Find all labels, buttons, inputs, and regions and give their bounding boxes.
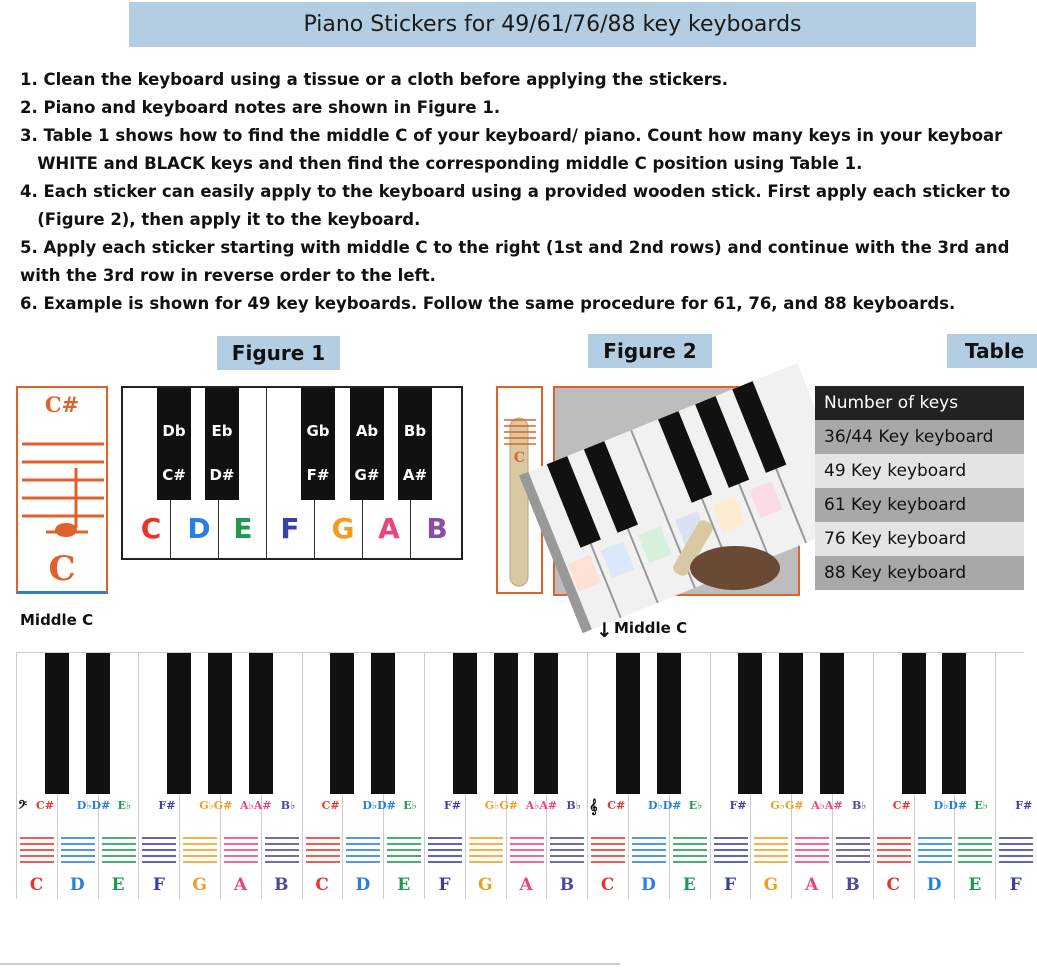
staff-line — [224, 837, 258, 839]
black-key — [205, 388, 239, 500]
flat-label: Eb — [211, 422, 233, 440]
note-label: F — [1009, 875, 1022, 895]
staff-line — [958, 861, 992, 863]
accidental-label: A♭A# — [811, 799, 843, 812]
figure1-label: Figure 1 — [217, 336, 340, 370]
staff-line — [632, 861, 666, 863]
staff-line — [510, 843, 544, 845]
staff-line — [918, 855, 952, 857]
sticker-example — [16, 386, 108, 594]
staff-line — [142, 837, 176, 839]
table-row: 49 Key keyboard — [815, 454, 1024, 488]
staff-line — [224, 843, 258, 845]
staff-line — [632, 849, 666, 851]
staff-line — [673, 855, 707, 857]
table-label: Table — [947, 334, 1037, 368]
black-key — [779, 653, 803, 794]
note-label: A — [378, 512, 400, 545]
staff-line — [714, 855, 748, 857]
staff-line — [387, 837, 421, 839]
note-label: A — [233, 875, 248, 895]
staff-line — [754, 855, 788, 857]
staff-line — [836, 855, 870, 857]
staff-line — [591, 843, 625, 845]
staff-line — [591, 849, 625, 851]
instruction-line: 6. Example is shown for 49 key keyboards. Follow the same procedure for 61, 76, and 88 keyboards. — [20, 294, 956, 313]
staff-line — [999, 843, 1033, 845]
accidental-label: E♭ — [974, 799, 988, 812]
accidental-label: F# — [729, 799, 747, 812]
staff-line — [673, 843, 707, 845]
staff-line — [387, 855, 421, 857]
staff-line — [102, 861, 136, 863]
staff-line — [836, 849, 870, 851]
accidental-label: D♭D# — [648, 799, 682, 812]
staff-line — [183, 861, 217, 863]
staff-line — [999, 837, 1033, 839]
staff-line — [306, 843, 340, 845]
staff-line — [265, 843, 299, 845]
black-key — [820, 653, 844, 794]
sticker-staff-graphic — [18, 428, 106, 548]
staff-line — [428, 843, 462, 845]
staff-line — [20, 861, 54, 863]
staff-line — [877, 849, 911, 851]
accidental-label: G♭G# — [770, 799, 804, 812]
figure1-keyboard — [121, 386, 463, 560]
staff-line — [428, 837, 462, 839]
staff-line — [632, 837, 666, 839]
sharp-label: A# — [402, 466, 428, 484]
note-label: G — [763, 875, 779, 895]
staff-line — [346, 855, 380, 857]
note-label: C — [29, 875, 44, 895]
divider — [0, 963, 620, 965]
staff-line — [346, 843, 380, 845]
staff-line — [510, 861, 544, 863]
sharp-label: F# — [306, 466, 330, 484]
staff-line — [795, 849, 829, 851]
note-label: G — [192, 875, 207, 895]
staff-line — [102, 849, 136, 851]
staff-line — [102, 837, 136, 839]
staff-line — [632, 843, 666, 845]
staff-line — [958, 837, 992, 839]
staff-line — [714, 843, 748, 845]
staff-line — [224, 855, 258, 857]
staff-line — [795, 843, 829, 845]
accidental-label: E♭ — [117, 799, 132, 812]
staff-line — [183, 837, 217, 839]
black-key — [902, 653, 926, 794]
flat-label: Gb — [306, 422, 330, 440]
staff-line — [958, 843, 992, 845]
staff-line — [754, 843, 788, 845]
staff-line — [999, 861, 1033, 863]
staff-line — [102, 843, 136, 845]
staff-line — [877, 843, 911, 845]
staff-line — [714, 861, 748, 863]
staff-line — [265, 837, 299, 839]
staff-line — [510, 849, 544, 851]
staff-line — [632, 855, 666, 857]
staff-line — [877, 837, 911, 839]
note-label: C — [315, 875, 329, 895]
title-banner — [129, 2, 976, 47]
staff-line — [142, 861, 176, 863]
instruction-line: (Figure 2), then apply it to the keyboard. — [20, 210, 421, 229]
accidental-label: C# — [36, 799, 54, 812]
accidental-label: F# — [1015, 799, 1033, 812]
note-label: D — [187, 512, 211, 545]
note-label: E — [968, 875, 982, 895]
accidental-label: B♭ — [280, 799, 296, 812]
black-key — [45, 653, 69, 794]
staff-line — [918, 849, 952, 851]
note-label: G — [331, 512, 355, 545]
accidental-label: G♭G# — [199, 799, 233, 812]
black-key — [371, 653, 395, 794]
figure2-label: Figure 2 — [588, 334, 712, 368]
black-key — [157, 388, 191, 500]
table-header: Number of keys — [815, 386, 1024, 420]
accidental-label: F# — [444, 799, 462, 812]
sharp-label: G# — [354, 466, 380, 484]
staff-line — [550, 861, 584, 863]
black-key — [301, 388, 335, 500]
note-label: E — [397, 875, 411, 895]
accidental-label: C# — [892, 799, 911, 812]
staff-line — [469, 861, 503, 863]
note-label: A — [519, 875, 533, 895]
instruction-line: WHITE and BLACK keys and then find the corresponding middle C position using Table 1. — [20, 154, 863, 173]
staff-line — [265, 861, 299, 863]
note-label: D — [69, 875, 85, 895]
black-key — [738, 653, 762, 794]
staff-line — [469, 843, 503, 845]
bass-clef-icon: 𝄢 — [18, 799, 28, 815]
instructions-list — [20, 66, 1030, 318]
staff-line — [183, 849, 217, 851]
staff-line — [183, 855, 217, 857]
staff-line — [550, 837, 584, 839]
staff-line — [754, 861, 788, 863]
sticker-top-note: C# — [44, 392, 80, 417]
black-key — [616, 653, 640, 794]
staff-line — [469, 855, 503, 857]
staff-line — [877, 855, 911, 857]
accidental-label: F# — [158, 799, 176, 812]
note-label: F — [280, 512, 300, 545]
sharp-label: D# — [209, 466, 235, 484]
staff-line — [836, 843, 870, 845]
staff-line — [61, 837, 95, 839]
staff-line — [20, 855, 54, 857]
instruction-line: with the 3rd row in reverse order to the left. — [20, 266, 436, 285]
staff-line — [836, 861, 870, 863]
staff-line — [591, 861, 625, 863]
staff-line — [224, 849, 258, 851]
staff-line — [20, 837, 54, 839]
black-key — [494, 653, 518, 794]
staff-line — [61, 855, 95, 857]
keyboard-photo-graphic — [555, 388, 798, 594]
staff-line — [958, 855, 992, 857]
staff-line — [795, 861, 829, 863]
table-row: 61 Key keyboard — [815, 488, 1024, 522]
accidental-label: A♭A# — [525, 799, 558, 812]
staff-line — [999, 849, 1033, 851]
note-label: F — [438, 875, 451, 895]
staff-line — [550, 843, 584, 845]
flat-label: Db — [162, 422, 186, 440]
staff-line — [61, 861, 95, 863]
staff-line — [714, 849, 748, 851]
application-photo — [553, 386, 800, 596]
accidental-label: E♭ — [688, 799, 703, 812]
staff-line — [673, 849, 707, 851]
staff-line — [142, 849, 176, 851]
note-label: F — [724, 875, 737, 895]
black-key — [350, 388, 384, 500]
staff-line — [265, 855, 299, 857]
accidental-label: G♭G# — [484, 799, 518, 812]
page-title: Piano Stickers for 49/61/76/88 key keyboards — [303, 12, 802, 37]
note-label: E — [682, 875, 696, 895]
staff-line — [346, 837, 380, 839]
staff-line — [306, 855, 340, 857]
staff-line — [795, 855, 829, 857]
staff-line — [265, 849, 299, 851]
staff-line — [754, 837, 788, 839]
accidental-label: C# — [607, 799, 626, 812]
staff-line — [61, 849, 95, 851]
black-key — [398, 388, 432, 500]
staff-line — [918, 861, 952, 863]
note-label: E — [233, 512, 253, 545]
black-key — [534, 653, 558, 794]
staff-line — [20, 849, 54, 851]
accidental-label: A♭A# — [240, 799, 272, 812]
middle-c-label-right: Middle C — [614, 619, 688, 637]
staff-line — [20, 843, 54, 845]
white-key — [995, 653, 1035, 899]
middle-c-arrow: ↓ — [596, 618, 613, 642]
staff-line — [550, 849, 584, 851]
stick-note: C — [513, 450, 526, 466]
table-row: 36/44 Key keyboard — [815, 420, 1024, 454]
staff-line — [754, 849, 788, 851]
table-row: 76 Key keyboard — [815, 522, 1024, 556]
note-label: B — [274, 875, 289, 895]
accidental-label: B♭ — [566, 799, 581, 812]
staff-line — [958, 849, 992, 851]
black-key — [453, 653, 477, 794]
staff-line — [836, 837, 870, 839]
staff-line — [61, 843, 95, 845]
accidental-label: D♭D# — [362, 799, 396, 812]
note-label: C — [886, 875, 901, 895]
black-key — [942, 653, 966, 794]
note-label: F — [152, 875, 165, 895]
note-label: C — [600, 875, 615, 895]
staff-line — [714, 837, 748, 839]
note-label: D — [355, 875, 371, 895]
staff-line — [591, 855, 625, 857]
staff-line — [387, 861, 421, 863]
black-key — [167, 653, 191, 794]
staff-line — [306, 849, 340, 851]
staff-line — [346, 849, 380, 851]
accidental-label: B♭ — [852, 799, 867, 812]
staff-line — [591, 837, 625, 839]
staff-line — [795, 837, 829, 839]
staff-line — [428, 855, 462, 857]
staff-line — [224, 861, 258, 863]
flat-label: Bb — [403, 422, 427, 440]
note-label: D — [641, 875, 656, 895]
middle-c-label-left: Middle C — [20, 611, 94, 629]
accidental-label: E♭ — [403, 799, 417, 812]
black-key — [208, 653, 232, 794]
note-label: B — [845, 875, 860, 895]
sticker-keyboard — [16, 652, 1033, 899]
black-key — [249, 653, 273, 794]
staff-line — [673, 861, 707, 863]
accidental-label: D♭D# — [76, 799, 111, 812]
note-label: B — [559, 875, 575, 895]
staff-line — [387, 849, 421, 851]
staff-line — [102, 855, 136, 857]
staff-line — [877, 861, 911, 863]
instruction-line: 3. Table 1 shows how to find the middle C of your keyboard/ piano. Count how many keys in your keyboar — [20, 126, 1003, 145]
staff-line — [428, 861, 462, 863]
staff-line — [510, 855, 544, 857]
staff-line — [918, 837, 952, 839]
note-label: A — [805, 875, 819, 895]
black-key — [86, 653, 110, 794]
staff-line — [550, 855, 584, 857]
black-key — [330, 653, 354, 794]
instruction-line: 4. Each sticker can easily apply to the keyboard using a provided wooden stick. First apply each sticker to — [20, 182, 1011, 201]
staff-line — [346, 861, 380, 863]
note-label: B — [426, 512, 448, 545]
instruction-line: 5. Apply each sticker starting with middle C to the right (1st and 2nd rows) and continue with the 3rd and — [20, 238, 1010, 257]
staff-line — [673, 837, 707, 839]
staff-line — [306, 861, 340, 863]
table-row: 88 Key keyboard — [815, 556, 1024, 590]
note-label: D — [926, 875, 942, 895]
staff-line — [387, 843, 421, 845]
note-label: G — [478, 875, 493, 895]
staff-line — [510, 837, 544, 839]
note-label: E — [111, 875, 125, 895]
staff-line — [142, 843, 176, 845]
sharp-label: C# — [162, 466, 186, 484]
instruction-line: 1. Clean the keyboard using a tissue or a cloth before applying the stickers. — [20, 70, 728, 89]
staff-line — [918, 843, 952, 845]
accidental-label: C# — [321, 799, 340, 812]
staff-line — [428, 849, 462, 851]
middle-c-table — [815, 386, 1024, 590]
treble-clef-icon: 𝄞 — [589, 799, 598, 815]
staff-line — [999, 855, 1033, 857]
black-key — [657, 653, 681, 794]
staff-line — [306, 837, 340, 839]
sticker-bottom-note: C — [48, 549, 76, 589]
accidental-label: D♭D# — [933, 799, 968, 812]
staff-line — [142, 855, 176, 857]
staff-line — [469, 837, 503, 839]
instruction-line: 2. Piano and keyboard notes are shown in Figure 1. — [20, 98, 501, 117]
staff-line — [469, 849, 503, 851]
note-label: C — [140, 512, 162, 545]
staff-line — [183, 843, 217, 845]
flat-label: Ab — [355, 422, 379, 440]
